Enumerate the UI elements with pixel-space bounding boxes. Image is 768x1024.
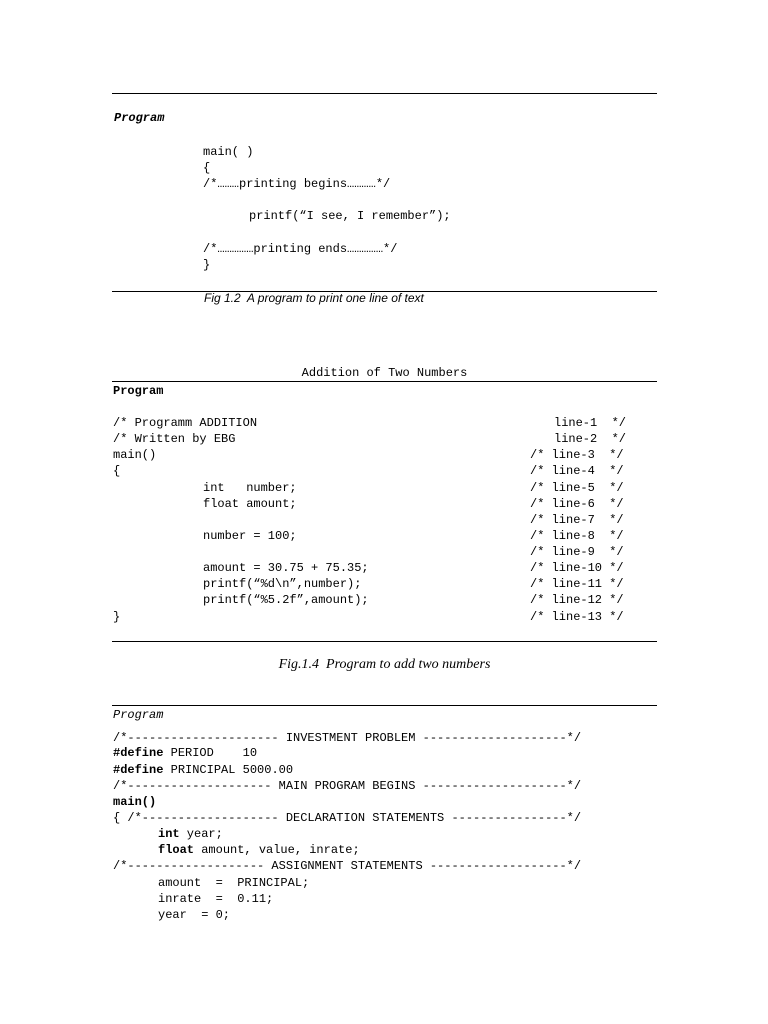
int-keyword: int	[158, 827, 180, 841]
code-line	[158, 826, 223, 842]
code-line: }	[203, 258, 211, 272]
code-line	[113, 745, 257, 761]
line-comment: /* line-3 */	[530, 448, 624, 462]
code-line: float amount;	[203, 497, 297, 511]
code-text: PRINCIPAL 5000.00	[163, 763, 294, 777]
code-line: amount = 30.75 + 75.35;	[203, 561, 369, 575]
code-line: /*------------------- ASSIGNMENT STATEMENTS -------------------*/	[113, 859, 582, 873]
line-comment: /* line-6 */	[530, 497, 624, 511]
figure-caption-fig14: Fig.1.4 Program to add two numbers	[278, 657, 491, 672]
code-line: number = 100;	[203, 529, 297, 543]
code-line: /*……………printing ends……………*/	[203, 242, 398, 256]
line-comment: /* line-13 */	[530, 610, 624, 624]
top-rule-fig12	[112, 93, 657, 94]
line-comment: /* line-12 */	[530, 593, 624, 607]
code-line: main( )	[203, 145, 254, 159]
program-label-invest: Program	[113, 708, 164, 722]
top-rule-fig14	[112, 381, 657, 382]
code-text: amount, value, inrate;	[194, 843, 360, 857]
code-line: /*--------------------- INVESTMENT PROBLEM --------------------*/	[113, 731, 582, 745]
figure-title-fig14: Addition of Two Numbers	[301, 366, 468, 380]
code-line: year = 0;	[158, 908, 231, 922]
code-line: main()	[113, 448, 157, 462]
line-comment: /* line-9 */	[530, 545, 624, 559]
line-comment: /* line-11 */	[530, 577, 624, 591]
code-line: inrate = 0.11;	[158, 892, 274, 906]
line-comment: /* line-4 */	[530, 464, 624, 478]
program-label-fig14: Program	[113, 384, 164, 398]
code-line: /*-------------------- MAIN PROGRAM BEGINS --------------------*/	[113, 779, 582, 793]
line-comment: line-1 */	[554, 416, 627, 430]
line-comment: line-2 */	[554, 432, 627, 446]
code-line: /*………printing begins…………*/	[203, 177, 391, 191]
code-line: {	[113, 464, 121, 478]
code-line	[113, 762, 293, 778]
line-comment: /* line-10 */	[530, 561, 624, 575]
code-line: {	[203, 161, 211, 175]
code-line: main()	[113, 795, 157, 809]
code-line: int number;	[203, 481, 297, 495]
code-line: amount = PRINCIPAL;	[158, 876, 310, 890]
code-text: PERIOD 10	[163, 746, 258, 760]
code-line: /* Programm ADDITION	[113, 416, 258, 430]
define-keyword: #define	[113, 746, 164, 760]
figure-caption-fig12: Fig 1.2 A program to print one line of text	[204, 291, 424, 305]
code-line: /* Written by EBG	[113, 432, 236, 446]
float-keyword: float	[158, 843, 195, 857]
line-comment: /* line-5 */	[530, 481, 624, 495]
code-line: printf(“%5.2f”,amount);	[203, 593, 369, 607]
code-line: printf(“I see, I remember”);	[249, 209, 451, 223]
code-text: year;	[179, 827, 223, 841]
top-rule-invest	[112, 705, 657, 706]
define-keyword: #define	[113, 763, 164, 777]
code-line	[158, 842, 360, 858]
code-line: printf(“%d\n”,number);	[203, 577, 362, 591]
line-comment: /* line-7 */	[530, 513, 624, 527]
code-line: }	[113, 610, 121, 624]
code-line: { /*------------------- DECLARATION STATEMENTS ----------------*/	[113, 811, 582, 825]
program-label-fig12: Program	[114, 111, 165, 125]
bottom-rule-fig14	[112, 641, 657, 642]
line-comment: /* line-8 */	[530, 529, 624, 543]
